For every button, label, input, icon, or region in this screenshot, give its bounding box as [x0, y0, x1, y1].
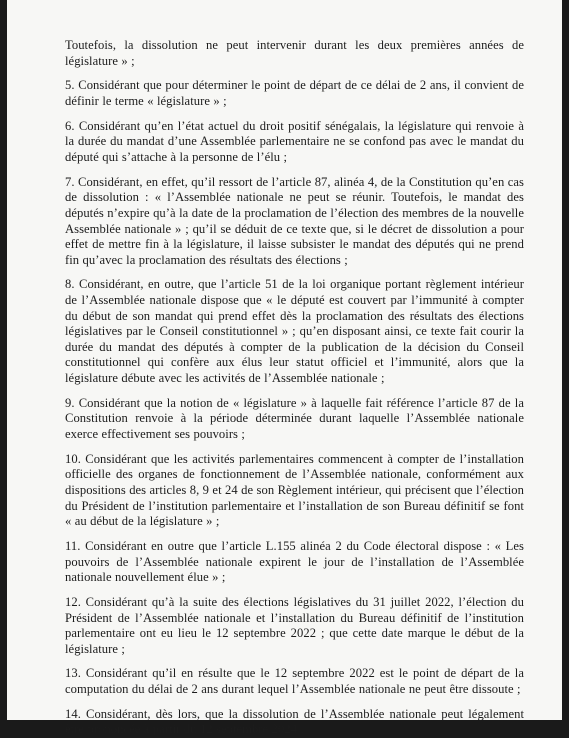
- paragraph-14: 14. Considérant, dès lors, que la dissolution de l’Assemblée nationale peut légalement être prononcée à partir du 12 septembre 2024 ;: [65, 706, 524, 737]
- paragraph-6: 6. Considérant qu’en l’état actuel du droit positif sénégalais, la législature qui renvoie à la durée du mandat d’une Assemblée parlementaire ne se confond pas avec le mandat du député qui s’attache à la personne de l’élu ;: [65, 118, 524, 164]
- paragraph-5: 5. Considérant que pour déterminer le point de départ de ce délai de 2 ans, il convient de définir le terme « législature » ;: [65, 78, 524, 108]
- document-page: [7, 0, 562, 737]
- paragraph-10: 10. Considérant que les activités parlementaires commencent à compter de l’installation officielle des organes de fonctionnement de l’Assemblée nationale, conformément aux dispositions des articles 8, 9 et 24 de son Règlement intérieur, qui précisent que l’élection du Président de l’institution parlementaire et l’installation de son Bureau définitif se font « au début de la législature » ;: [65, 451, 524, 529]
- paragraph-continuation: Toutefois, la dissolution ne peut intervenir durant les deux premières années de législature » ;: [65, 38, 524, 68]
- paragraph-13: 13. Considérant qu’il en résulte que le 12 septembre 2022 est le point de départ de la computation du délai de 2 ans durant lequel l’Assemblée nationale ne peut être dissoute ;: [65, 666, 524, 697]
- paragraph-12: 12. Considérant qu’à la suite des élections législatives du 31 juillet 2022, l’élection du Président de l’Assemblée nationale et l’installation du Bureau définitif de l’institution parlementaire ont eu lieu le 12 septembre 2022 ; que cette date marque le début de la législature ;: [65, 594, 524, 656]
- paragraph-9: 9. Considérant que la notion de « législature » à laquelle fait référence l’article 87 de la Constitution renvoie à la période déterminée durant laquelle l’Assemblée nationale exerce effectivement ses pouvoirs ;: [65, 395, 524, 441]
- paragraph-8: 8. Considérant, en outre, que l’article 51 de la loi organique portant règlement intérieur de l’Assemblée nationale dispose que « le député est couvert par l’immunité à compter du début de son mandat qui prend effet dès la proclamation des résultats des élections législatives par le Conseil constitutionnel » ; qu’en disposant ainsi, ce texte fait courir la durée du mandat des députés à compter de la publication de la décision du Conseil constitutionnel qui confère aux élus leur statut officiel et l’immunité, alors que la législature débute avec les activités de l’Assemblée nationale ;: [65, 277, 524, 386]
- paragraph-11: 11. Considérant en outre que l’article L.155 alinéa 2 du Code électoral dispose : « Les pouvoirs de l’Assemblée nationale expirent le jour de l’installation de l’Assemblée nationale nouvellement élue » ;: [65, 538, 524, 585]
- paragraph-7: 7. Considérant, en effet, qu’il ressort de l’article 87, alinéa 4, de la Constitution qu’en cas de dissolution : « l’Assemblée nationale ne peut se réunir. Toutefois, le mandat des députés n’expire qu’à la date de la proclamation de l’élection des membres de la nouvelle Assemblée nationale » ; qu’il se déduit de ce texte que, si le décret de dissolution a pour effet de mettre fin à la législature, il laisse subsister le mandat des députés qui ne prend fin qu’avec la proclamation des résultats des élections ;: [65, 174, 524, 267]
